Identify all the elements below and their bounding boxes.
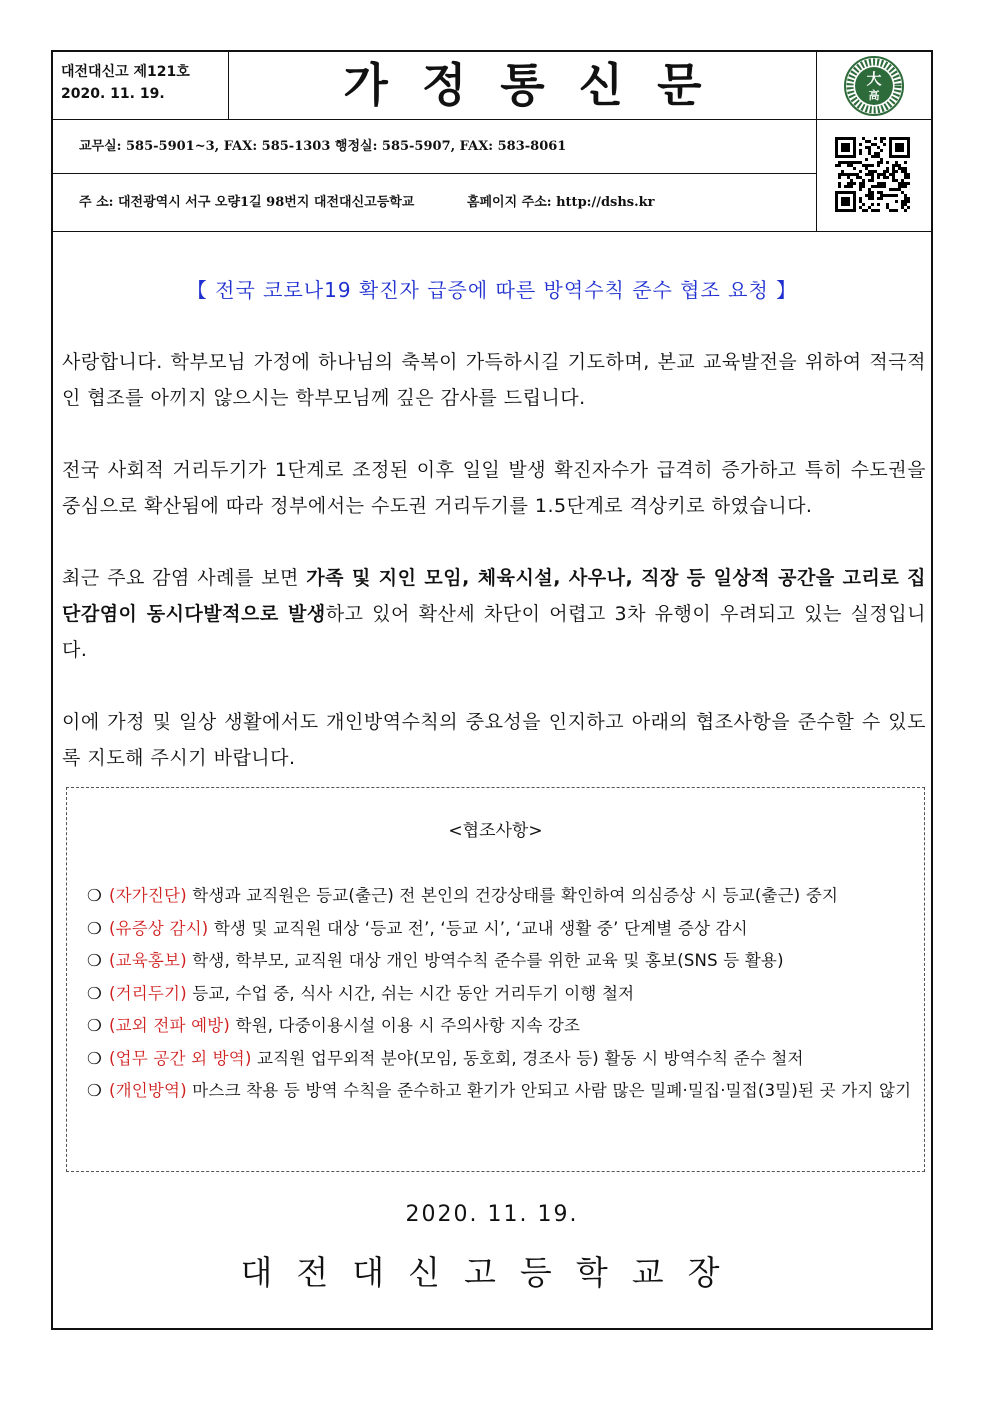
cooperation-item bbox=[87, 945, 917, 978]
circle-bullet-icon: ❍ bbox=[87, 1016, 102, 1035]
header-top-row bbox=[53, 52, 931, 120]
logo-char-top: 大 bbox=[866, 70, 882, 88]
subject-line: 【 전국 코로나19 확진자 급증에 따른 방역수칙 준수 협조 요청 】 bbox=[186, 278, 798, 302]
item-tag: (교육홍보) bbox=[109, 951, 187, 970]
cooperation-box bbox=[66, 787, 925, 1172]
cooperation-item bbox=[87, 1010, 917, 1043]
cooperation-item bbox=[87, 1043, 917, 1076]
cases-conclusion: 하고 있어 확산세 차단이 어렵고 3차 유행이 우려되고 있는 실정입니다. bbox=[62, 603, 926, 661]
item-tag: (교외 전파 예방) bbox=[109, 1016, 230, 1035]
item-text: 등교, 수업 중, 식사 시간, 쉬는 시간 동안 거리두기 이행 철저 bbox=[186, 983, 635, 1003]
item-tag: (거리두기) bbox=[109, 983, 187, 1003]
school-logo bbox=[817, 52, 931, 119]
circle-bullet-icon: ❍ bbox=[87, 983, 102, 1003]
cases-intro: 최근 주요 감염 사례를 보면 bbox=[62, 567, 307, 589]
item-tag: (자가진단) bbox=[109, 886, 187, 905]
issue-footer-date: 2020. 11. 19. bbox=[405, 1202, 579, 1227]
cooperation-title: <협조사항> bbox=[448, 821, 543, 841]
item-text: 학원, 다중이용시설 이용 시 주의사항 지속 강조 bbox=[230, 1016, 581, 1035]
cooperation-list bbox=[87, 880, 917, 1108]
address-row bbox=[53, 174, 817, 231]
item-tag: (개인방역) bbox=[109, 1081, 187, 1100]
paragraph-situation: 전국 사회적 거리두기가 1단계로 조정된 이후 일일 발생 확진자수가 급격히 증가하고 특히 수도권을 중심으로 확산됨에 따라 정부에서는 수도권 거리두기를 1.5단계로 격상키로 하였습니다. bbox=[62, 459, 926, 517]
principal-signature: 대전대신고등학교장 bbox=[240, 1253, 744, 1292]
paragraph-greeting: 사랑합니다. 학부모님 가정에 하나님의 축복이 가득하시길 기도하며, 본교 교육발전을 위하여 적극적인 협조를 아끼지 않으시는 학부모님께 깊은 감사를 드립니다. bbox=[62, 351, 926, 409]
logo-char-bottom: 高 bbox=[868, 89, 880, 102]
item-tag: (업무 공간 외 방역) bbox=[109, 1048, 252, 1068]
homepage-link[interactable]: 홈페이지 주소: http://dshs.kr bbox=[466, 195, 655, 210]
cooperation-item bbox=[87, 1075, 917, 1108]
circle-bullet-icon: ❍ bbox=[87, 951, 102, 970]
item-tag: (유증상 감시) bbox=[109, 918, 209, 938]
issue-info bbox=[53, 52, 229, 119]
circle-bullet-icon: ❍ bbox=[87, 1048, 102, 1068]
issue-number: 대전대신고 제121호 bbox=[61, 64, 190, 80]
circle-bullet-icon: ❍ bbox=[87, 886, 102, 905]
item-text: 교직원 업무외적 분야(모임, 동호회, 경조사 등) 활동 시 방역수칙 준수 철저 bbox=[251, 1048, 804, 1068]
circle-bullet-icon: ❍ bbox=[87, 1081, 102, 1100]
circle-bullet-icon: ❍ bbox=[87, 918, 102, 938]
qr-code[interactable] bbox=[817, 119, 931, 231]
paragraph-cases bbox=[62, 560, 926, 668]
item-text: 학생과 교직원은 등교(출근) 전 본인의 건강상태를 확인하여 의심증상 시 등교(출근) 중지 bbox=[186, 886, 839, 905]
page-title: 가정통신문 bbox=[229, 52, 817, 119]
cooperation-item bbox=[87, 913, 917, 946]
newsletter-frame bbox=[51, 50, 933, 1330]
contact-numbers: 교무실: 585-5901~3, FAX: 585-1303 행정실: 585-5907, FAX: 583-8061 bbox=[79, 139, 567, 154]
paragraph-request: 이에 가정 및 일상 생활에서도 개인방역수칙의 중요성을 인지하고 아래의 협조사항을 준수할 수 있도록 지도해 주시기 바랍니다. bbox=[62, 711, 926, 769]
contact-row bbox=[53, 119, 817, 174]
header-divider bbox=[53, 231, 931, 232]
cooperation-item bbox=[87, 978, 917, 1011]
cases-emphasis: 가족 및 지인 모임, 체육시설, 사우나, 직장 등 일상적 공간을 고리로 집단감염이 동시다발적으로 발생 bbox=[62, 567, 926, 625]
item-text: 마스크 착용 등 방역 수칙을 준수하고 환기가 안되고 사람 많은 밀폐·밀집·밀접(3밀)된 곳 가지 않기 bbox=[186, 1081, 912, 1100]
address: 주 소: 대전광역시 서구 오량1길 98번지 대전대신고등학교 bbox=[79, 195, 415, 210]
cooperation-item bbox=[87, 880, 917, 913]
issue-date: 2020. 11. 19. bbox=[61, 86, 165, 102]
item-text: 학생, 학부모, 교직원 대상 개인 방역수칙 준수를 위한 교육 및 홍보(SNS 등 활용) bbox=[186, 951, 784, 970]
item-text: 학생 및 교직원 대상 ‘등교 전’, ‘등교 시’, ‘교내 생활 중’ 단계별 증상 감시 bbox=[208, 918, 748, 938]
